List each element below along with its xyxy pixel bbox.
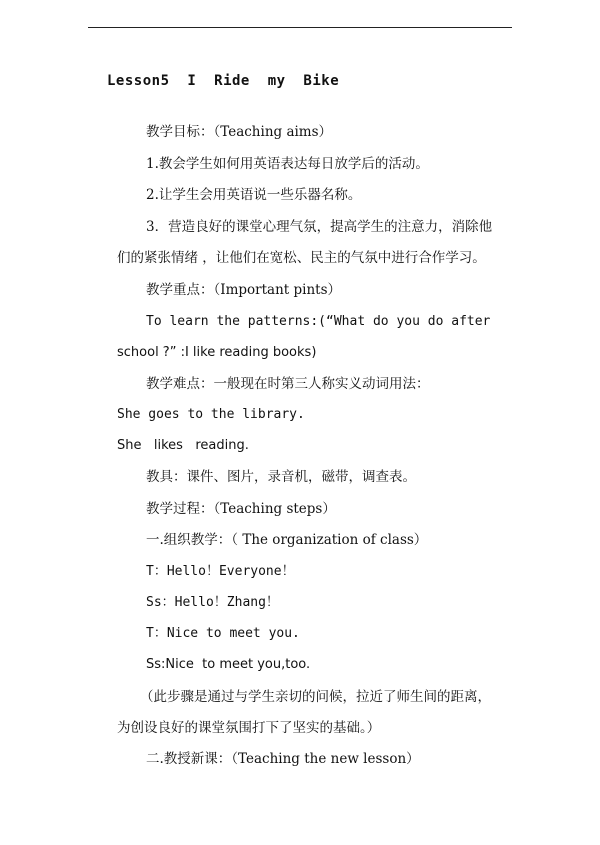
aim-3-part-1: 3．营造良好的课堂心理气氛，提高学生的注意力，消除他 [146,219,493,235]
teaching-aids: 教具：课件、图片，录音机，磁带，调查表。 [146,469,416,485]
difficulty-heading: 教学难点：一般现在时第三人称实义动词用法： [146,376,430,392]
step-2-heading: 二.教授新课：（Teaching the new lesson） [146,751,420,767]
dialogue-line-3: T：Nice to meet you. [146,626,300,641]
lesson-title: Lesson5 I Ride my Bike [107,73,340,89]
dialogue-line-1: T：Hello！Everyone！ [146,564,295,579]
key-points-heading: 教学重点：（Important pints） [146,282,341,298]
aim-1: 1.教会学生如何用英语表达每日放学后的活动。 [146,156,429,172]
dialogue-line-2: Ss：Hello！Zhang！ [146,595,279,610]
header-rule [88,27,512,28]
example-sentence-1: She goes to the library. [117,407,305,422]
pattern-line-1: To learn the patterns:(“What do you do after [146,314,491,329]
step-1-heading: 一.组织教学：（ The organization of class） [146,532,428,548]
dialogue-line-4: Ss:Nice to meet you,too. [146,657,311,672]
steps-heading: 教学过程：（Teaching steps） [146,501,336,517]
aim-2: 2.让学生会用英语说一些乐器名称。 [146,187,362,203]
aims-heading: 教学目标：（Teaching aims） [146,124,333,140]
aim-3-part-2: 们的紧张情绪 ，让他们在宽松、民主的气氛中进行合作学习。 [117,250,486,266]
note-line-2: 为创设良好的课堂氛围打下了坚实的基础。） [117,720,381,736]
example-sentence-2: She likes reading. [117,438,249,453]
note-line-1: （此步骤是通过与学生亲切的问候，拉近了师生间的距离， [140,689,491,705]
pattern-line-2: school ?” :I like reading books) [117,345,317,360]
